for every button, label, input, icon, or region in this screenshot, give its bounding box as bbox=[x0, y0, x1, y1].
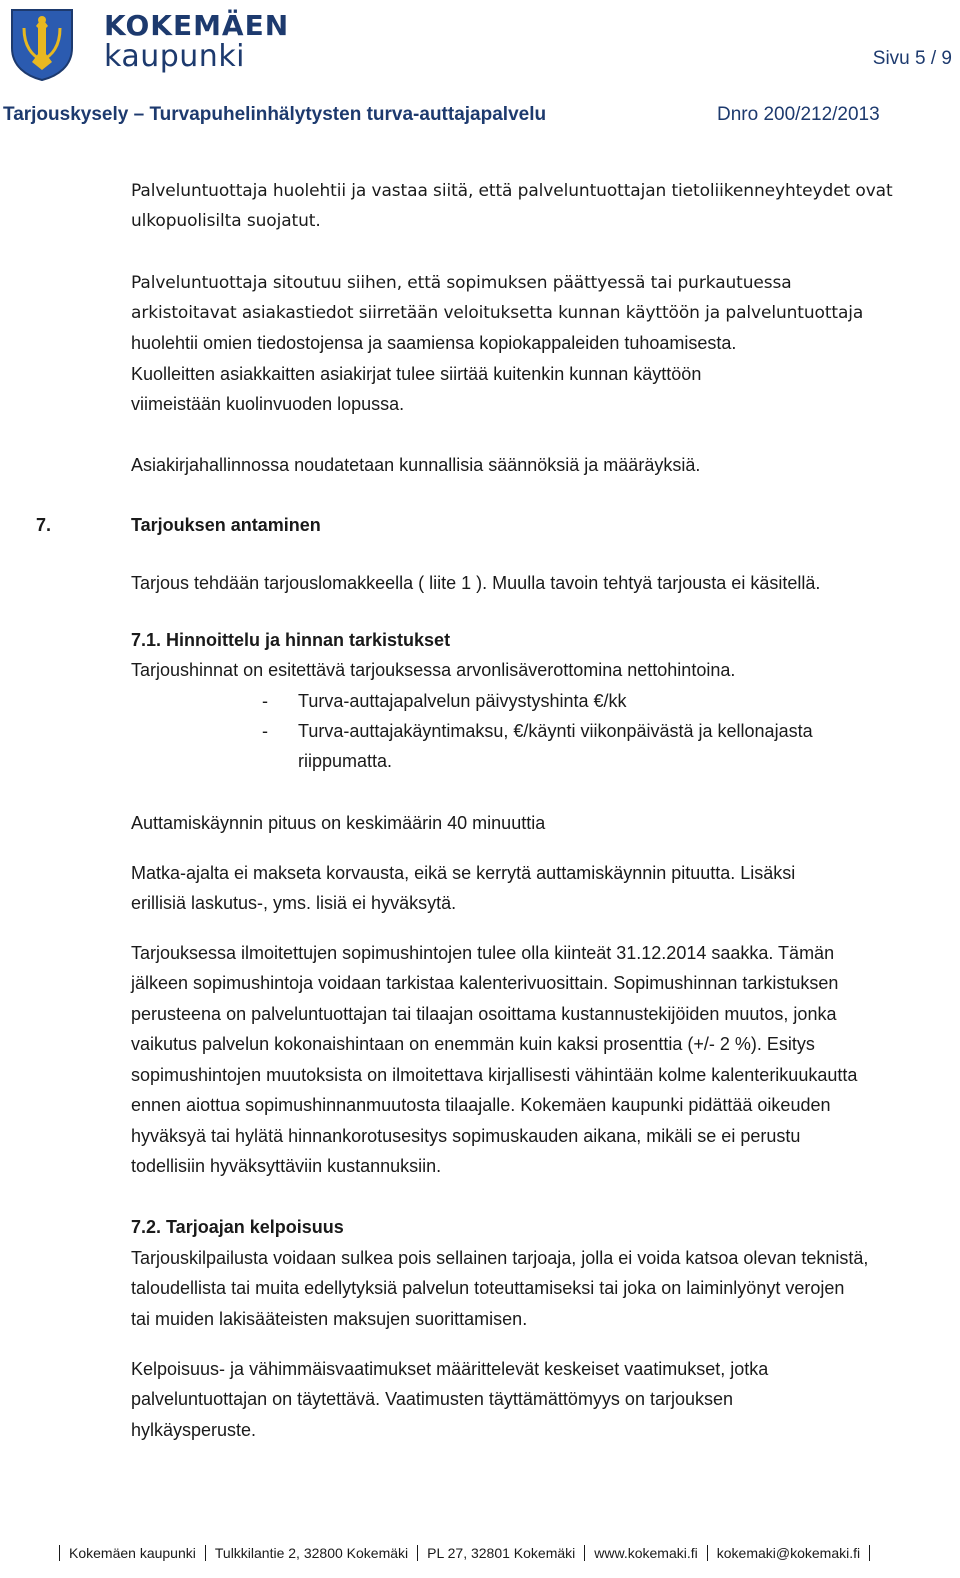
footer-separator bbox=[59, 1545, 60, 1561]
bullet-dash: - bbox=[262, 721, 268, 741]
list-item: Turva-auttajakäyntimaksu, €/käynti viikonpäivästä ja kellonajasta bbox=[298, 721, 813, 741]
paragraph: Asiakirjahallinnossa noudatetaan kunnallisia säännöksiä ja määräyksiä. bbox=[131, 455, 701, 475]
subsection-heading: 7.2. Tarjoajan kelpoisuus bbox=[131, 1217, 344, 1237]
paragraph-line: Kuolleitten asiakkaitten asiakirjat tulee siirtää kuitenkin kunnan käyttöön bbox=[131, 364, 702, 384]
paragraph: Auttamiskäynnin pituus on keskimäärin 40 minuuttia bbox=[131, 813, 546, 833]
paragraph-line: erillisiä laskutus-, yms. lisiä ei hyväksytä. bbox=[131, 893, 457, 913]
footer-email-link[interactable]: kokemaki@kokemaki.fi bbox=[716, 1545, 861, 1561]
paragraph-line: todellisiin hyväksyttäviin kustannuksiin. bbox=[131, 1156, 442, 1176]
subsection-heading: 7.1. Hinnoittelu ja hinnan tarkistukset bbox=[131, 630, 451, 650]
list-item-continuation: riippumatta. bbox=[298, 751, 393, 771]
paragraph-line: Tarjouskilpailusta voidaan sulkea pois sellainen tarjoaja, jolla ei voida katsoa olevan teknistä, bbox=[131, 1248, 869, 1268]
footer-separator bbox=[205, 1545, 206, 1561]
paragraph-line: palveluntuottajan on täytettävä. Vaatimusten täyttämättömyys on tarjouksen bbox=[131, 1389, 734, 1409]
document-number: Dnro 200/212/2013 bbox=[717, 104, 880, 125]
footer-separator bbox=[869, 1545, 870, 1561]
org-name-line2: kaupunki bbox=[104, 39, 246, 74]
paragraph-line: Palveluntuottaja sitoutuu siihen, että sopimuksen päättyessä tai purkautuessa bbox=[131, 273, 792, 293]
paragraph-line: jälkeen sopimushintoja voidaan tarkistaa kalenterivuosittain. Sopimushinnan tarkistuksen bbox=[131, 973, 839, 993]
paragraph-line: hylkäysperuste. bbox=[131, 1420, 257, 1440]
paragraph-line: Matka-ajalta ei makseta korvausta, eikä se kerrytä auttamiskäynnin pituutta. Lisäksi bbox=[131, 863, 796, 883]
kokemaki-crest-logo bbox=[8, 6, 76, 82]
paragraph-line: tai muiden lakisääteisten maksujen suorittamisen. bbox=[131, 1309, 528, 1329]
paragraph-line: hyväksyä tai hylätä hinnankorotusesitys sopimuskauden aikana, mikäli se ei perustu bbox=[131, 1126, 801, 1146]
footer-org: Kokemäen kaupunki bbox=[69, 1545, 196, 1561]
footer-po-box: PL 27, 32801 Kokemäki bbox=[427, 1545, 576, 1561]
footer-separator bbox=[584, 1545, 585, 1561]
list-item: Turva-auttajapalvelun päivystyshinta €/kk bbox=[298, 691, 627, 711]
paragraph-line: Kelpoisuus- ja vähimmäisvaatimukset määrittelevät keskeiset vaatimukset, jotka bbox=[131, 1359, 769, 1379]
bullet-dash: - bbox=[262, 691, 268, 711]
section-heading: Tarjouksen antaminen bbox=[131, 515, 321, 535]
paragraph-line: vaikutus palvelun kokonaishintaan on enemmän kuin kaksi prosenttia (+/- 2 %). Esitys bbox=[131, 1034, 815, 1054]
paragraph: Tarjous tehdään tarjouslomakkeella ( liite 1 ). Muulla tavoin tehtyä tarjousta ei käsitellä. bbox=[131, 573, 821, 593]
paragraph-line: sopimushintojen muutoksista on ilmoitettava kirjallisesti vähintään kolme kalenterikuukautta bbox=[131, 1065, 858, 1085]
paragraph-line: huolehtii omien tiedostojensa ja saamiensa kopiokappaleiden tuhoamisesta. bbox=[131, 333, 737, 353]
document-title: Tarjouskysely – Turvapuhelinhälytysten turva-auttajapalvelu bbox=[3, 104, 547, 125]
footer-separator bbox=[707, 1545, 708, 1561]
footer-separator bbox=[417, 1545, 418, 1561]
paragraph-line: ennen aiottua sopimushinnanmuutosta tilaajalle. Kokemäen kaupunki pidättää oikeuden bbox=[131, 1095, 831, 1115]
paragraph: Tarjoushinnat on esitettävä tarjouksessa arvonlisäverottomina nettohintoina. bbox=[131, 660, 736, 680]
paragraph-line: perusteena on palveluntuottajan tai tilaajan osoittama kustannustekijöiden muutos, jonka bbox=[131, 1004, 837, 1024]
paragraph-line: viimeistään kuolinvuoden lopussa. bbox=[131, 394, 405, 414]
page-footer bbox=[50, 1545, 879, 1561]
page-number: Sivu 5 / 9 bbox=[872, 48, 952, 69]
paragraph-line: taloudellista tai muita edellytyksiä palvelun toteuttamiseksi tai joka on laiminlyönyt verojen bbox=[131, 1278, 845, 1298]
paragraph-line: Tarjouksessa ilmoitettujen sopimushintojen tulee olla kiinteät 31.12.2014 saakka. Tämän bbox=[131, 943, 835, 963]
footer-website-link[interactable]: www.kokemaki.fi bbox=[594, 1545, 698, 1561]
footer-address: Tulkkilantie 2, 32800 Kokemäki bbox=[214, 1545, 409, 1561]
paragraph-line: arkistoitavat asiakastiedot siirretään veloituksetta kunnan käyttöön ja palveluntuottaja bbox=[131, 303, 864, 323]
section-number: 7. bbox=[36, 515, 52, 535]
paragraph-line: ulkopuolisilta suojatut. bbox=[131, 211, 321, 231]
org-name-line1: KOKEMÄEN bbox=[104, 9, 290, 42]
paragraph-line: Palveluntuottaja huolehtii ja vastaa siitä, että palveluntuottajan tietoliikenneyhteydet ovat bbox=[131, 181, 893, 201]
